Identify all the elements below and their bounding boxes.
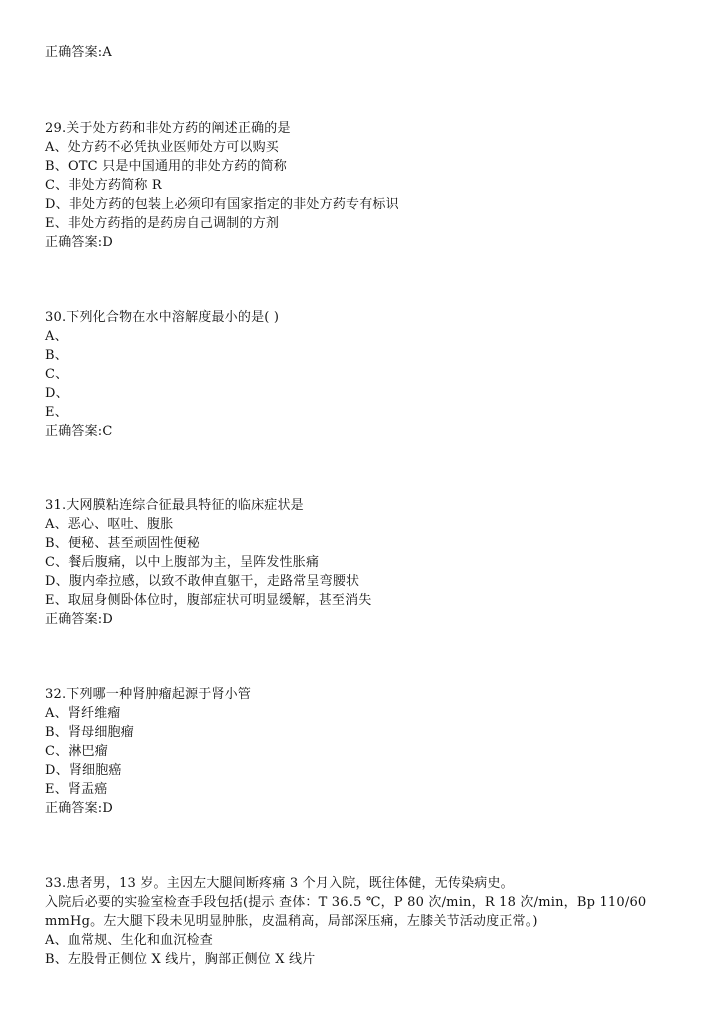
option-b: B、便秘、甚至顽固性便秘 [45,536,200,551]
option-b: B、OTC 只是中国通用的非处方药的简称 [45,159,287,174]
option-a: A、肾纤维瘤 [45,706,121,721]
question-stem: 29.关于处方药和非处方药的阐述正确的是 [45,121,291,136]
option-e: E、 [45,405,68,420]
option-e: E、非处方药指的是药房自己调制的方剂 [45,216,280,231]
option-d: D、非处方药的包装上必须印有国家指定的非处方药专有标识 [45,197,399,212]
answer: 正确答案:D [45,235,114,250]
option-e: E、取屈身侧卧体位时，腹部症状可明显缓解，甚至消失 [45,593,372,608]
option-b: B、左股骨正侧位 X 线片，胸部正侧位 X 线片 [45,952,316,967]
option-a: A、血常规、生化和血沉检查 [45,933,213,948]
answer-prev: 正确答案:A [45,45,112,60]
option-c: C、非处方药简称 R [45,178,162,193]
option-a: A、处方药不必凭执业医师处方可以购买 [45,140,279,155]
question-stem: 31.大网膜粘连综合征最具特征的临床症状是 [45,498,304,513]
option-c: C、淋巴瘤 [45,744,108,759]
question-stem: 30.下列化合物在水中溶解度最小的是( ) [45,310,280,325]
option-a: A、 [45,329,68,344]
option-d: D、腹内牵拉感，以致不敢伸直躯干，走路常呈弯腰状 [45,574,360,589]
option-d: D、肾细胞癌 [45,763,122,778]
option-e: E、肾盂癌 [45,782,108,797]
option-b: B、肾母细胞瘤 [45,725,134,740]
option-c: C、餐后腹痛，以中上腹部为主，呈阵发性胀痛 [45,555,320,570]
option-a: A、恶心、呕吐、腹胀 [45,517,174,532]
question-stem-line-3: mmHg。左大腿下段未见明显肿胀，皮温稍高，局部深压痛，左膝关节活动度正常。) [45,914,538,929]
question-stem-line-1: 33.患者男，13 岁。主因左大腿间断疼痛 3 个月入院，既往体健，无传染病史。 [45,876,514,891]
question-stem-line-2: 入院后必要的实验室检查手段包括(提示 查体：T 36.5 ℃，P 80 次/min，R 18 次/min，Bp 110/60 [45,895,647,910]
answer: 正确答案:C [45,424,113,439]
option-c: C、 [45,367,69,382]
option-b: B、 [45,348,68,363]
option-d: D、 [45,386,69,401]
question-stem: 32.下列哪一种肾肿瘤起源于肾小管 [45,687,252,702]
answer: 正确答案:D [45,801,114,816]
answer: 正确答案:D [45,612,114,627]
